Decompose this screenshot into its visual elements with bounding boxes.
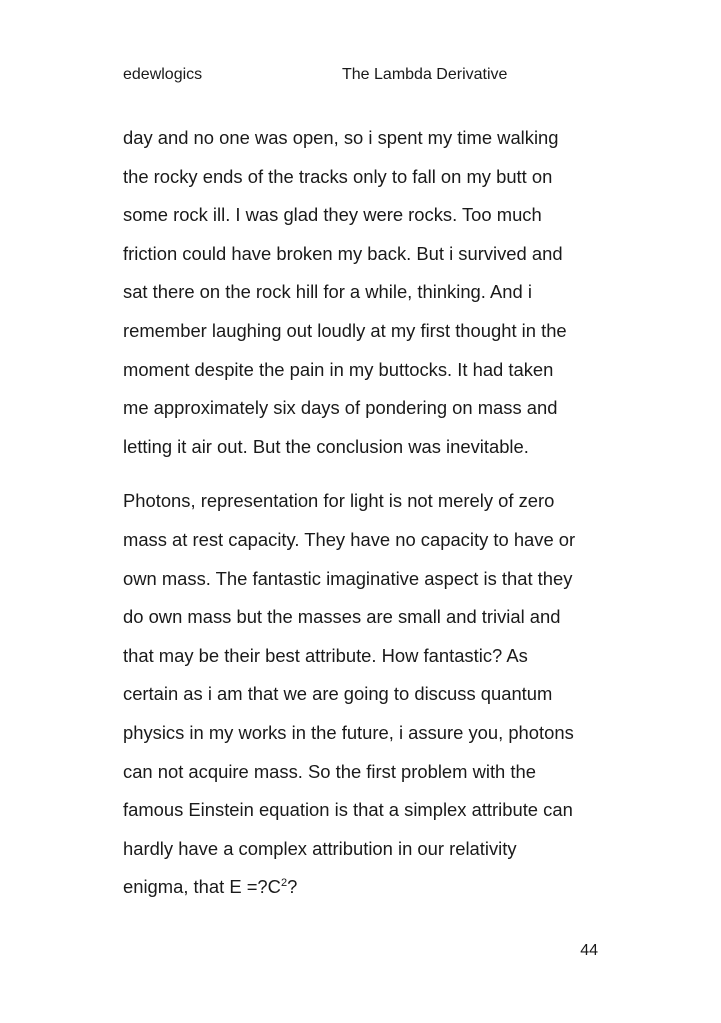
paragraph-2 [123, 482, 603, 907]
text-line: that may be their best attribute. How fantastic? As [123, 644, 528, 666]
text-line: me approximately six days of pondering on mass and [123, 397, 558, 419]
header-author: edewlogics [123, 66, 203, 83]
text-line: do own mass but the masses are small and trivial and [123, 606, 561, 628]
text-line: some rock ill. I was glad they were rocks. Too much [123, 204, 542, 226]
header-book-title: The Lambda Derivative [342, 66, 508, 83]
text-line: remember laughing out loudly at my first thought in the [123, 319, 567, 341]
equation-prefix: enigma, that E =?C [123, 876, 281, 898]
text-line: the rocky ends of the tracks only to fall on my butt on [123, 165, 553, 187]
text-line: sat there on the rock hill for a while, thinking. And i [123, 281, 532, 303]
text-line: mass at rest capacity. They have no capacity to have or [123, 528, 576, 550]
paragraph-1 [123, 119, 603, 466]
text-line: famous Einstein equation is that a simplex attribute can [123, 799, 573, 821]
text-line: friction could have broken my back. But i survived and [123, 242, 563, 264]
text-line: moment despite the pain in my buttocks. It had taken [123, 358, 554, 380]
equation-suffix: ? [287, 876, 298, 898]
text-line: can not acquire mass. So the first problem with the [123, 760, 536, 782]
text-line: hardly have a complex attribution in our relativity [123, 837, 517, 859]
text-line: physics in my works in the future, i assure you, photons [123, 721, 574, 743]
equation-line [123, 868, 603, 907]
text-line: own mass. The fantastic imaginative aspect is that they [123, 567, 573, 589]
page-body [123, 119, 603, 907]
page-number: 44 [580, 942, 598, 959]
text-line: Photons, representation for light is not merely of zero [123, 490, 555, 512]
text-line: letting it air out. But the conclusion was inevitable. [123, 435, 529, 457]
text-line: certain as i am that we are going to discuss quantum [123, 683, 553, 705]
equation-superscript: 2 [280, 877, 288, 890]
text-line: day and no one was open, so i spent my time walking [123, 127, 559, 148]
running-header [123, 64, 603, 86]
